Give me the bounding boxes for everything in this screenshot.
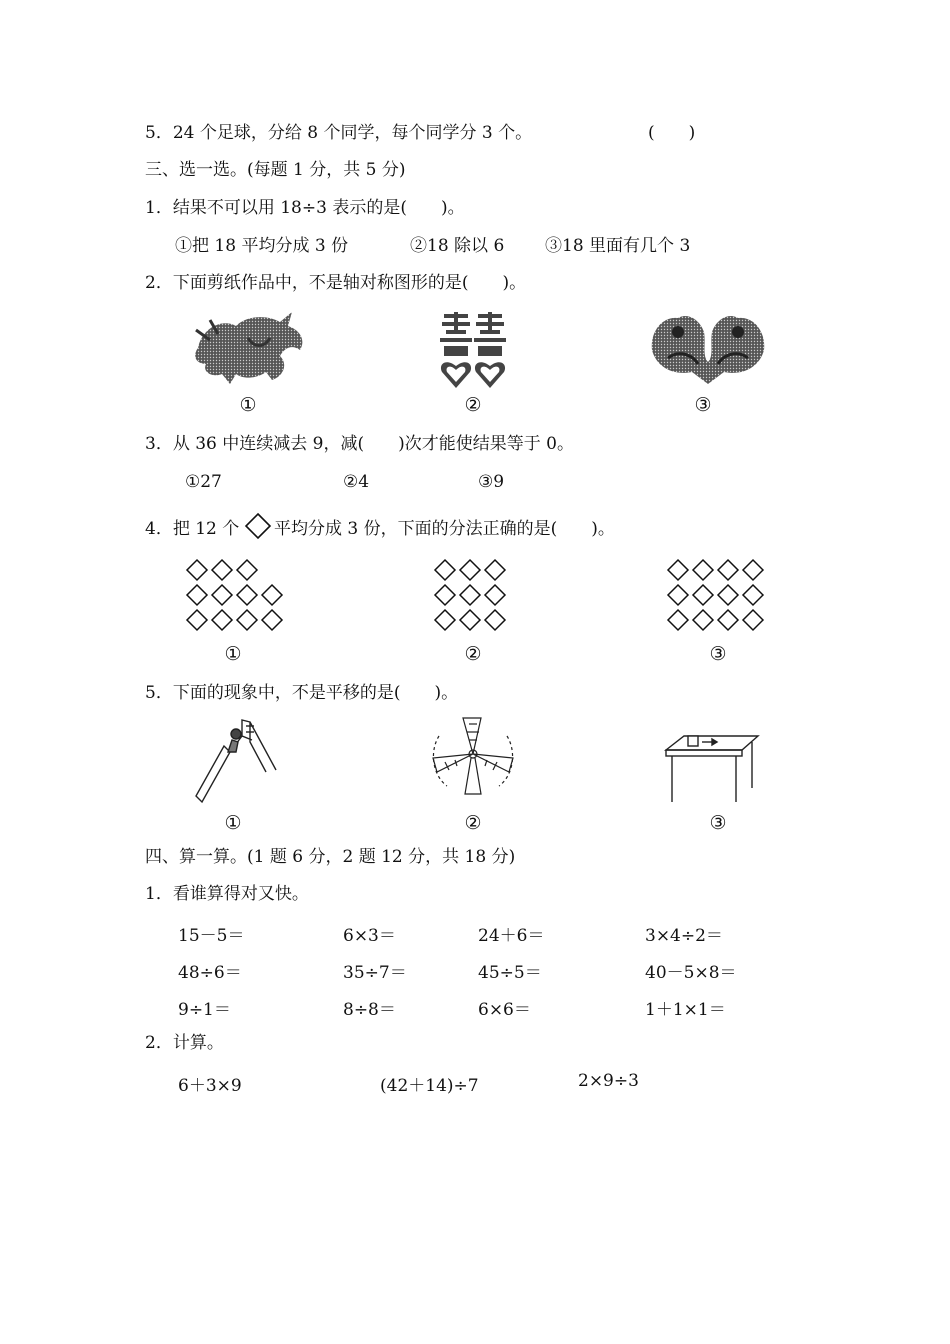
- diamond-shape: [237, 585, 257, 605]
- q2-label-3: ③: [694, 394, 712, 416]
- diamond-shape: [743, 560, 763, 580]
- oral-calc-item: 6×6＝: [478, 1000, 531, 1020]
- diamond-shape: [743, 585, 763, 605]
- calc-q2: 2．计算。: [145, 1033, 224, 1053]
- section-3-title: 三、选一选。(每题 1 分，共 5 分): [145, 160, 406, 180]
- slide-image: [190, 712, 282, 804]
- double-happiness-papercut-image: [440, 312, 506, 388]
- section-4-title: 四、算一算。(1 题 6 分，2 题 12 分，共 18 分): [145, 847, 516, 867]
- oral-calc-item: 48÷6＝: [178, 963, 242, 983]
- judge-q5: 5．24 个足球，分给 8 个同学，每个同学分 3 个。: [145, 123, 533, 143]
- diamond-shape: [693, 585, 713, 605]
- oral-calc-item: 8÷8＝: [343, 1000, 396, 1020]
- diamond-shape: [693, 560, 713, 580]
- diamond-shape: [212, 560, 232, 580]
- choice-q2: 2．下面剪纸作品中，不是轴对称图形的是( )。: [145, 273, 527, 293]
- diamond-shape: [668, 560, 688, 580]
- choice-q3-option-2: ②4: [343, 472, 370, 492]
- written-calc-item: 2×9÷3: [578, 1071, 639, 1091]
- oral-calc-item: 40－5×8＝: [645, 963, 737, 983]
- diamond-grid-option-3: [666, 558, 770, 634]
- choice-q3-option-1: ①27: [185, 472, 222, 492]
- diamond-shape: [485, 585, 505, 605]
- diamond-shape: [460, 560, 480, 580]
- diamond-shape: [485, 610, 505, 630]
- diamond-shape: [718, 610, 738, 630]
- q4-label-3: ③: [709, 643, 727, 665]
- diamond-shape: [187, 610, 207, 630]
- q2-label-1: ①: [239, 394, 257, 416]
- diamond-shape: [187, 585, 207, 605]
- diamond-grid-option-2: [433, 558, 533, 634]
- choice-q1-option-1: ①把 18 平均分成 3 份: [175, 236, 349, 256]
- written-calc-item: (42＋14)÷7: [380, 1076, 479, 1096]
- judge-q5-paren[interactable]: ( ): [648, 123, 696, 143]
- oral-calc-item: 3×4÷2＝: [645, 926, 723, 946]
- diamond-shape: [668, 610, 688, 630]
- diamond-shape: [435, 585, 455, 605]
- diamond-shape: [262, 610, 282, 630]
- q4-label-1: ①: [224, 643, 242, 665]
- q5-label-2: ②: [464, 812, 482, 834]
- written-calc-item: 6＋3×9: [178, 1076, 242, 1096]
- choice-q5: 5．下面的现象中，不是平移的是( )。: [145, 683, 459, 703]
- oral-calc-item: 6×3＝: [343, 926, 396, 946]
- diamond-icon: [244, 512, 272, 540]
- oral-calc-item: 35÷7＝: [343, 963, 407, 983]
- diamond-shape: [435, 610, 455, 630]
- diamond-shape: [237, 560, 257, 580]
- phoenix-papercut-image: [648, 310, 768, 384]
- dragon-papercut-image: [188, 308, 310, 388]
- fan-image: [425, 712, 521, 804]
- diamond-shape: [718, 585, 738, 605]
- choice-q4-prefix: 4．把 12 个: [145, 519, 240, 539]
- diamond-shape: [187, 560, 207, 580]
- oral-calc-item: 15－5＝: [178, 926, 245, 946]
- diamond-shape: [743, 610, 763, 630]
- q2-label-2: ②: [464, 394, 482, 416]
- diamond-shape: [212, 610, 232, 630]
- diamond-shape: [668, 585, 688, 605]
- diamond-shape: [460, 610, 480, 630]
- table-image: [662, 734, 762, 804]
- choice-q1-option-2: ②18 除以 6: [410, 236, 505, 256]
- q5-label-3: ③: [709, 812, 727, 834]
- q5-label-1: ①: [224, 812, 242, 834]
- diamond-shape: [718, 560, 738, 580]
- choice-q3: 3．从 36 中连续减去 9，减( )次才能使结果等于 0。: [145, 434, 574, 454]
- oral-calc-item: 9÷1＝: [178, 1000, 231, 1020]
- calc-q1: 1．看谁算得对又快。: [145, 884, 309, 904]
- diamond-shape: [262, 585, 282, 605]
- diamond-shape: [435, 560, 455, 580]
- diamond-grid-option-1: [185, 558, 285, 634]
- diamond-shape: [460, 585, 480, 605]
- diamond-shape: [485, 560, 505, 580]
- oral-calc-item: 1＋1×1＝: [645, 1000, 726, 1020]
- diamond-shape: [212, 585, 232, 605]
- choice-q1: 1．结果不可以用 18÷3 表示的是( )。: [145, 198, 465, 218]
- choice-q3-option-3: ③9: [478, 472, 505, 492]
- diamond-shape: [693, 610, 713, 630]
- diamond-shape: [237, 610, 257, 630]
- choice-q4-suffix: 平均分成 3 份，下面的分法正确的是( )。: [274, 519, 615, 539]
- choice-q1-option-3: ③18 里面有几个 3: [545, 236, 691, 256]
- oral-calc-item: 24＋6＝: [478, 926, 545, 946]
- q4-label-2: ②: [464, 643, 482, 665]
- oral-calc-item: 45÷5＝: [478, 963, 542, 983]
